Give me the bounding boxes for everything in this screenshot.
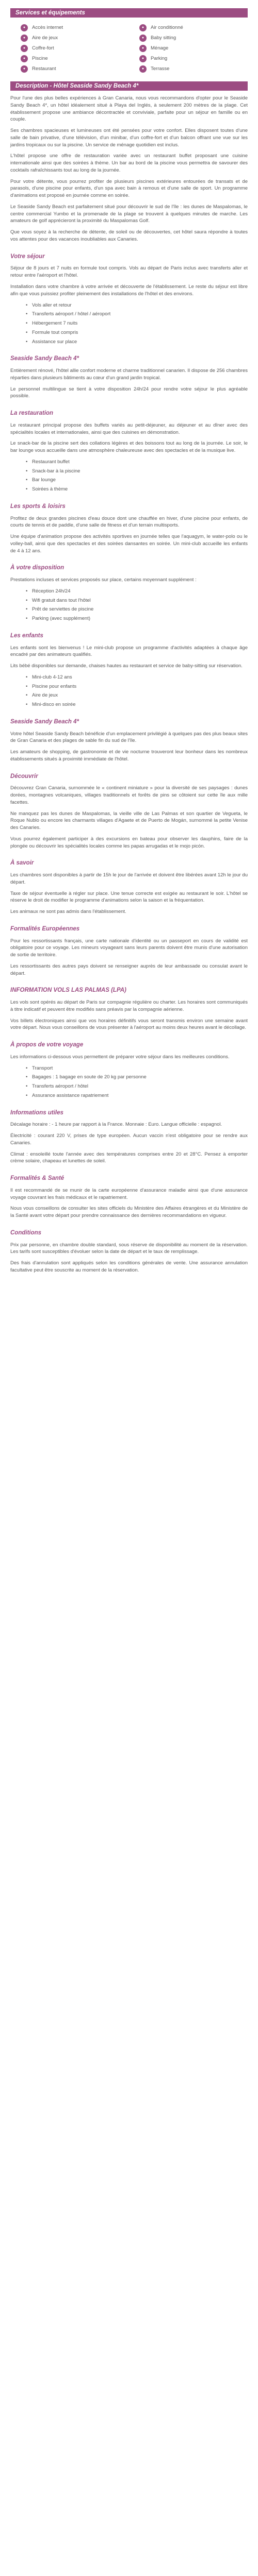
section-bullet-list [10,588,248,622]
content-section [10,409,248,493]
bullet-item: • Réception 24h/24 [26,588,248,595]
bullet-item: • Vols aller et retour [26,302,248,309]
section-title: À propos de votre voyage [10,1042,84,1048]
section-paragraph: Climat : ensoleillé toute l'année avec des températures comprises entre 20 et 28°C. Pensez à emporter crème solaire, chapeau et lunettes de soleil. [10,1151,248,1164]
description-paragraph: Pour votre détente, vous pourrez profiter de plusieurs piscines extérieures entourées de transats et de parasols, d'une piscine pour enfants, d'un spa avec bain à remous et d'une salle de sport. Un programme d'animations est proposé en journée comme en soirée. [10,178,248,199]
section-paragraph: Les informations ci-dessous vous permettent de préparer votre séjour dans les meilleures conditions. [10,1054,230,1060]
description-title: Description - Hôtel Seaside Sandy Beach 4* [15,83,139,89]
section-paragraph: Électricité : courant 220 V, prises de type européen. Aucun vaccin n'est obligatoire pour se rendre aux Canaries. [10,1133,248,1146]
content-section [10,1041,248,1099]
section-bullet-list [10,1065,248,1099]
service-label: Accès internet [32,25,63,31]
bullet-item: • Soirées à thème [26,486,248,493]
description-paragraph: Le Seaside Sandy Beach est parfaitement situé pour découvrir le sud de l'île : les dunes de Maspalomas, le centre commercial Yumbo et la promenade de la plage se trouvent à quelques minutes de marche. Les amateurs de golf apprécieront la proximité du Maspalomas Golf. [10,204,248,224]
section-paragraph: Le personnel multilingue se tient à votre disposition 24h/24 pour rendre votre séjour le plus agréable possible. [10,386,248,399]
section-paragraph: Vous pourrez également participer à des excursions en bateau pour observer les dauphins, faire de la plongée ou découvrir les spécialités locales comme les papas arrugadas et le mojo picón. [10,836,248,849]
service-item [139,23,237,33]
section-title: Les enfants [10,632,43,639]
bullet-item: • Piscine pour enfants [26,683,248,690]
bullet-item: • Transferts aéroport / hôtel / aéroport [26,311,248,318]
section-bullet-list [10,302,248,346]
wheelchair-icon: ● [139,24,147,31]
section-paragraph: Nous vous conseillons de consulter les sites officiels du Ministère des Affaires étrangères et du Ministère de la Santé avant votre départ pour prendre connaissance des dernières recommandations en vigueur. [10,1206,248,1219]
description-paragraph: L'hôtel propose une offre de restauration variée avec un restaurant buffet proposant une cuisine internationale ainsi que des soirées à thème. Un bar au bord de la piscine vous permettra de savourer des cocktails rafraîchissants tout au long de la journée. [10,153,248,173]
service-item [21,33,119,43]
section-paragraph: Votre hôtel Seaside Sandy Beach bénéficie d'un emplacement privilégié à quelques pas des plus beaux sites de Gran Canaria et des plages de sable fin du sud de l'île. [10,731,248,744]
section-title: Seaside Sandy Beach 4* [10,718,79,725]
service-item [21,43,119,54]
section-paragraph: Lits bébé disponibles sur demande, chaises hautes au restaurant et service de baby-sitting sur réservation. [10,663,243,669]
content-section [10,859,248,916]
content-section [10,772,248,850]
content-section [10,632,248,708]
bullet-item: • Formule tout compris [26,329,248,336]
bullet-item: • Bar lounge [26,477,248,484]
description-header [10,81,248,91]
section-title: Les sports & loisirs [10,503,66,510]
section-paragraph: Le restaurant principal propose des buffets variés au petit-déjeuner, au déjeuner et au dîner avec des spécialités locales et internationales, ainsi que des cuisines en démonstration. [10,422,248,435]
page [10,8,248,1274]
services-title: Services et équipements [15,10,85,16]
gym-icon: ● [139,65,147,73]
wifi-icon: ● [21,45,28,52]
section-paragraph: Séjour de 8 jours et 7 nuits en formule tout compris. Vols au départ de Paris inclus avec transferts aller et retour entre l'aéroport et l'hôtel. [10,265,248,279]
bullet-item: • Assistance sur place [26,338,248,346]
section-title: Informations utiles [10,1109,63,1116]
restaurant-icon: ● [21,35,28,42]
bullet-item: • Mini-club 4-12 ans [26,674,248,681]
service-label: Piscine [32,56,48,62]
content-section [10,502,248,555]
bullet-item: • Hébergement 7 nuits [26,320,248,327]
description-paragraph: Que vous soyez à la recherche de détente, de soleil ou de découvertes, cet hôtel saura répondre à toutes vos attentes pour des vacances inoubliables aux Canaries. [10,229,248,243]
service-label: Restaurant [32,66,56,72]
section-paragraph: Prix par personne, en chambre double standard, sous réserve de disponibilité au moment de la réservation. Les tarifs sont susceptibles d'évoluer selon la date de départ et le taux de remplissage. [10,1242,248,1255]
service-item [139,33,237,43]
section-paragraph: Taxe de séjour éventuelle à régler sur place. Une tenue correcte est exigée au restaurant le soir. L'hôtel se réserve le droit de modifier le programme d'animations selon la saison et la fréquentation. [10,890,248,904]
service-item [139,43,237,54]
content-section [10,925,248,977]
content-section [10,986,248,1031]
service-item [21,23,119,33]
content-section [10,1174,248,1219]
section-paragraph: Les amateurs de shopping, de gastronomie et de vie nocturne trouveront leur bonheur dans les nombreux établissements situés à proximité immédiate de l'hôtel. [10,749,248,762]
bullet-item: • Wifi gratuit dans tout l'hôtel [26,597,248,604]
shuttle-icon: ● [139,55,147,62]
services-grid [10,23,248,74]
section-paragraph: Le snack-bar de la piscine sert des collations légères et des boissons tout au long de la journée. Le soir, le bar lounge vous accueille dans une atmosphère chaleureuse avec des spectacles et de la musique live. [10,440,248,454]
description-body [10,95,248,243]
bullet-item: • Snack-bar à la piscine [26,468,248,475]
section-paragraph: Les ressortissants des autres pays doivent se renseigner auprès de leur ambassade ou consulat avant le départ. [10,963,248,976]
bullet-item: • Assurance assistance rapatriement [26,1092,248,1099]
service-item [139,64,237,74]
section-paragraph: Profitez de deux grandes piscines d'eau douce dont une chauffée en hiver, d'une piscine pour enfants, de courts de tennis et de paddle, d'une salle de fitness et d'un terrain multisports. [10,515,248,529]
parking-icon: ● [21,24,28,31]
service-item [139,54,237,64]
content-section [10,1109,248,1165]
service-item [21,64,119,74]
section-paragraph: Les enfants sont les bienvenus ! Le mini-club propose un programme d'activités adaptées à chaque âge encadré par des animateurs qualifiés. [10,645,248,658]
section-title: À votre disposition [10,565,64,571]
section-paragraph: Des frais d'annulation sont appliqués selon les conditions générales de vente. Une assurance annulation facultative peut être souscrite au moment de la réservation. [10,1260,248,1273]
bullet-item: • Mini-disco en soirée [26,701,248,708]
section-title: Formalités Européennes [10,925,80,932]
section-title: Seaside Sandy Beach 4* [10,355,79,362]
bullet-item: • Bagages : 1 bagage en soute de 20 kg par personne [26,1074,248,1081]
section-title: Conditions [10,1229,42,1236]
description-paragraph: Pour l'une des plus belles expériences à Gran Canaria, nous vous recommandons d'opter pour le Seaside Sandy Beach 4*, un hôtel idéalement situé à Playa del Inglés, à seulement 200 mètres de la plage. Cet établissement propose une ambiance décontractée et conviviale, parfaite pour un séjour en famille ou en couple. [10,95,248,123]
spa-icon: ● [21,55,28,62]
service-label: Baby sitting [151,35,176,41]
pool-icon: ● [139,45,147,52]
section-title: À savoir [10,860,34,867]
content-section [10,564,248,622]
description-paragraph: Ses chambres spacieuses et lumineuses ont été pensées pour votre confort. Elles disposent toutes d'une salle de bain privative, d'une télévision, d'un minibar, d'un coffre-fort et d'un balcon offrant une vue sur les jardins tropicaux ou sur la piscine. Un service de ménage quotidien est inclus. [10,128,248,148]
bullet-item: • Restaurant buffet [26,459,248,466]
bullet-item: • Parking (avec supplément) [26,615,248,622]
section-paragraph: Une équipe d'animation propose des activités sportives en journée telles que l'aquagym, le water-polo ou le volley-ball, ainsi que des spectacles et des soirées dansantes en soirée. Un mini-club accueille les enfants de 4 à 12 ans. [10,534,248,554]
service-label: Ménage [151,45,169,52]
content-section [10,354,248,400]
section-paragraph: Installation dans votre chambre à votre arrivée et découverte de l'établissement. Le reste du séjour est libre afin que vous puissiez profiter pleinement des installations de l'hôtel et des environs. [10,283,248,297]
services-header [10,8,248,18]
section-title: La restauration [10,410,54,417]
section-title: Formalités & Santé [10,1175,64,1182]
section-paragraph: Les animaux ne sont pas admis dans l'établissement. [10,909,126,915]
section-paragraph: Entièrement rénové, l'hôtel allie confort moderne et charme traditionnel canarien. Il dispose de 256 chambres réparties dans plusieurs bâtiments au cœur d'un grand jardin tropical. [10,368,248,381]
section-paragraph: Décalage horaire : - 1 heure par rapport à la France. Monnaie : Euro. Langue officielle : espagnol. [10,1122,222,1128]
section-paragraph: Prestations incluses et services proposés sur place, certains moyennant supplément : [10,577,197,583]
description-sections [10,252,248,1274]
pet-icon: ● [21,65,28,73]
content-section [10,718,248,763]
section-title: Découvrir [10,773,38,779]
section-title: INFORMATION VOLS LAS PALMAS (LPA) [10,987,126,994]
content-section [10,252,248,346]
section-paragraph: Les vols sont opérés au départ de Paris sur compagnie régulière ou charter. Les horaires sont communiqués à titre indicatif et peuvent être modifiés sans préavis par la compagnie aérienne. [10,999,248,1012]
section-paragraph: Vos billets électroniques ainsi que vos horaires définitifs vous seront transmis environ une semaine avant votre départ. Nous vous conseillons de vous présenter à l'aéroport au moins deux heures avant le décollage. [10,1018,248,1031]
service-item [21,54,119,64]
section-title: Votre séjour [10,253,45,260]
section-paragraph: Il est recommandé de se munir de la carte européenne d'assurance maladie ainsi que d'une assurance voyage couvrant les frais médicaux et le rapatriement. [10,1187,248,1200]
service-label: Parking [151,56,168,62]
section-paragraph: Ne manquez pas les dunes de Maspalomas, la vieille ville de Las Palmas et son quartier de Vegueta, le Roque Nublo ou encore les charmants villages d'Agaete et de Puerto de Mogán, surnommé la petite Venise des Canaries. [10,810,248,831]
service-label: Aire de jeux [32,35,58,41]
bullet-item: • Prêt de serviettes de piscine [26,606,248,613]
service-label: Air conditionné [151,25,183,31]
section-paragraph: Découvrez Gran Canaria, surnommée le « continent miniature » pour la diversité de ses paysages : dunes dorées, montagnes volcaniques, villages traditionnels et forêts de pins se côtoient sur cette île aux mille facettes. [10,785,248,805]
content-section [10,1229,248,1274]
bullet-item: • Aire de jeux [26,692,248,699]
bullet-item: • Transferts aéroport / hôtel [26,1083,248,1090]
section-paragraph: Les chambres sont disponibles à partir de 15h le jour de l'arrivée et doivent être libérées avant 12h le jour du départ. [10,872,248,885]
section-paragraph: Pour les ressortissants français, une carte nationale d'identité ou un passeport en cours de validité est obligatoire pour ce voyage. Les mineurs voyageant sans leurs parents doivent être munis d'une autorisation de sortie de territoire. [10,938,248,958]
service-label: Coffre-fort [32,45,54,52]
section-bullet-list [10,459,248,493]
bullet-item: • Transport [26,1065,248,1072]
bar-icon: ● [139,35,147,42]
service-label: Terrasse [151,66,170,72]
section-bullet-list [10,674,248,708]
